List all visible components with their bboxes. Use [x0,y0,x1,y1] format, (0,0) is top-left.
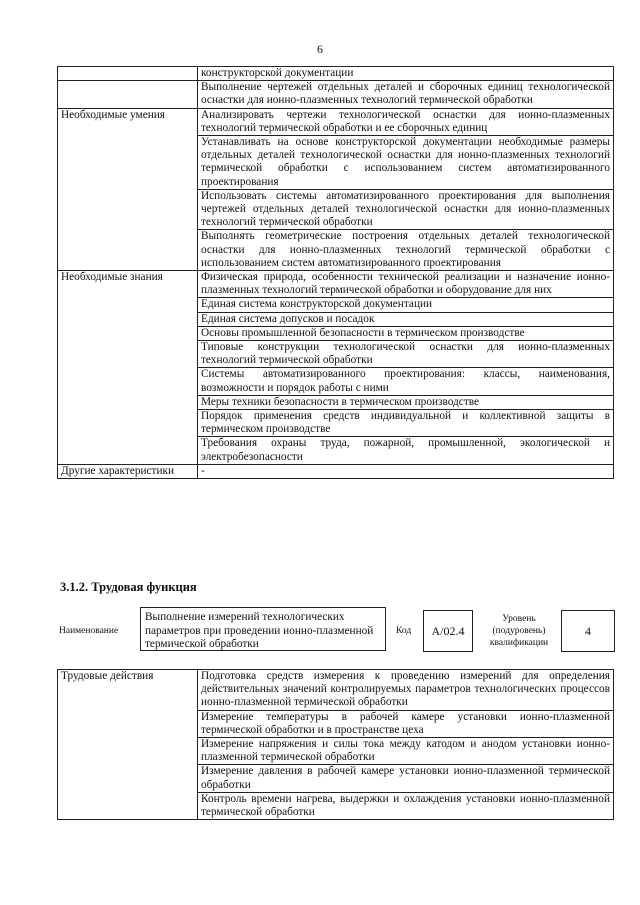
row-category-label [58,81,198,108]
table-row [58,670,614,711]
row-category-label: Другие характеристики [58,464,198,478]
row-item-text: Измерение температуры в рабочей камере установки ионно-плазменной термической обработки и в пространстве цеха [198,710,614,737]
table-row [58,271,614,298]
row-item-text: Основы промышленной безопасности в термическом производстве [198,326,614,340]
row-item-text: - [198,464,614,478]
labor-actions-table [57,669,614,820]
row-item-text: Контроль времени нагрева, выдержки и охлаждения установки ионно-плазменной термической обработки [198,792,614,819]
row-item-text: Подготовка средств измерения к проведению измерений для определения действительных значений контролируемых параметров технологических процессов ионно-плазменной термической обработки [198,670,614,711]
row-item-text: Типовые конструкции технологической оснастки для ионно-плазменных технологий термической обработки [198,341,614,368]
row-item-text: Устанавливать на основе конструкторской документации необходимые размеры отдельных деталей технологической оснастки для ионно-плазменных технологий термической обработки с использованием систем автоматизированного проектирования [198,136,614,190]
page-number: 6 [317,42,323,56]
table-row [58,464,614,478]
table-row [58,108,614,135]
code-label: Код [396,626,412,636]
row-item-text: Меры техники безопасности в термическом производстве [198,395,614,409]
row-item-text: Физическая природа, особенности технической реализации и назначение ионно-плазменных технологий термической обработки и оборудование для них [198,271,614,298]
level-label: Уровень (подуровень) квалификации [489,614,549,648]
name-label: Наименование [59,626,119,636]
row-item-text: Системы автоматизированного проектирования: классы, наименования, возможности и порядок работы с ними [198,368,614,395]
row-category-label [58,67,198,81]
level-value-box: 4 [561,610,615,652]
row-item-text: конструкторской документации [198,67,614,81]
row-item-text: Измерение давления в рабочей камере установки ионно-плазменной термической обработки [198,765,614,792]
requirements-table [57,66,614,479]
row-item-text: Измерение напряжения и силы тока между катодом и анодом установки ионно-плазменной термической обработки [198,738,614,765]
row-category-label: Необходимые знания [58,271,198,465]
row-item-text: Анализировать чертежи технологической оснастки для ионно-плазменных технологий термической обработки и ее сборочных единиц [198,108,614,135]
section-title: 3.1.2. Трудовая функция [60,580,197,594]
row-item-text: Выполнение чертежей отдельных деталей и сборочных единиц технологической оснастки для ионно-плазменных технологий термической обработки [198,81,614,108]
row-item-text: Единая система конструкторской документации [198,298,614,312]
code-value-box: А/02.4 [423,610,473,652]
row-item-text: Требования охраны труда, пожарной, промышленной, экологической и электробезопасности [198,437,614,464]
function-name-box: Выполнение измерений технологических параметров при проведении ионно-плазменной термической обработки [140,607,386,651]
row-item-text: Порядок применения средств индивидуальной и коллективной защиты в термическом производстве [198,410,614,437]
row-item-text: Выполнять геометрические построения отдельных деталей технологической оснастки для ионно-плазменных технологий термической обработки с использованием систем автоматизированного проектирования [198,230,614,271]
table-row [58,81,614,108]
row-item-text: Использовать системы автоматизированного проектирования для выполнения чертежей отдельных деталей технологической оснастки для ионно-плазменных технологий термической обработки [198,189,614,230]
row-category-label: Необходимые умения [58,108,198,270]
row-item-text: Единая система допусков и посадок [198,312,614,326]
row-category-label: Трудовые действия [58,670,198,820]
table-row [58,67,614,81]
